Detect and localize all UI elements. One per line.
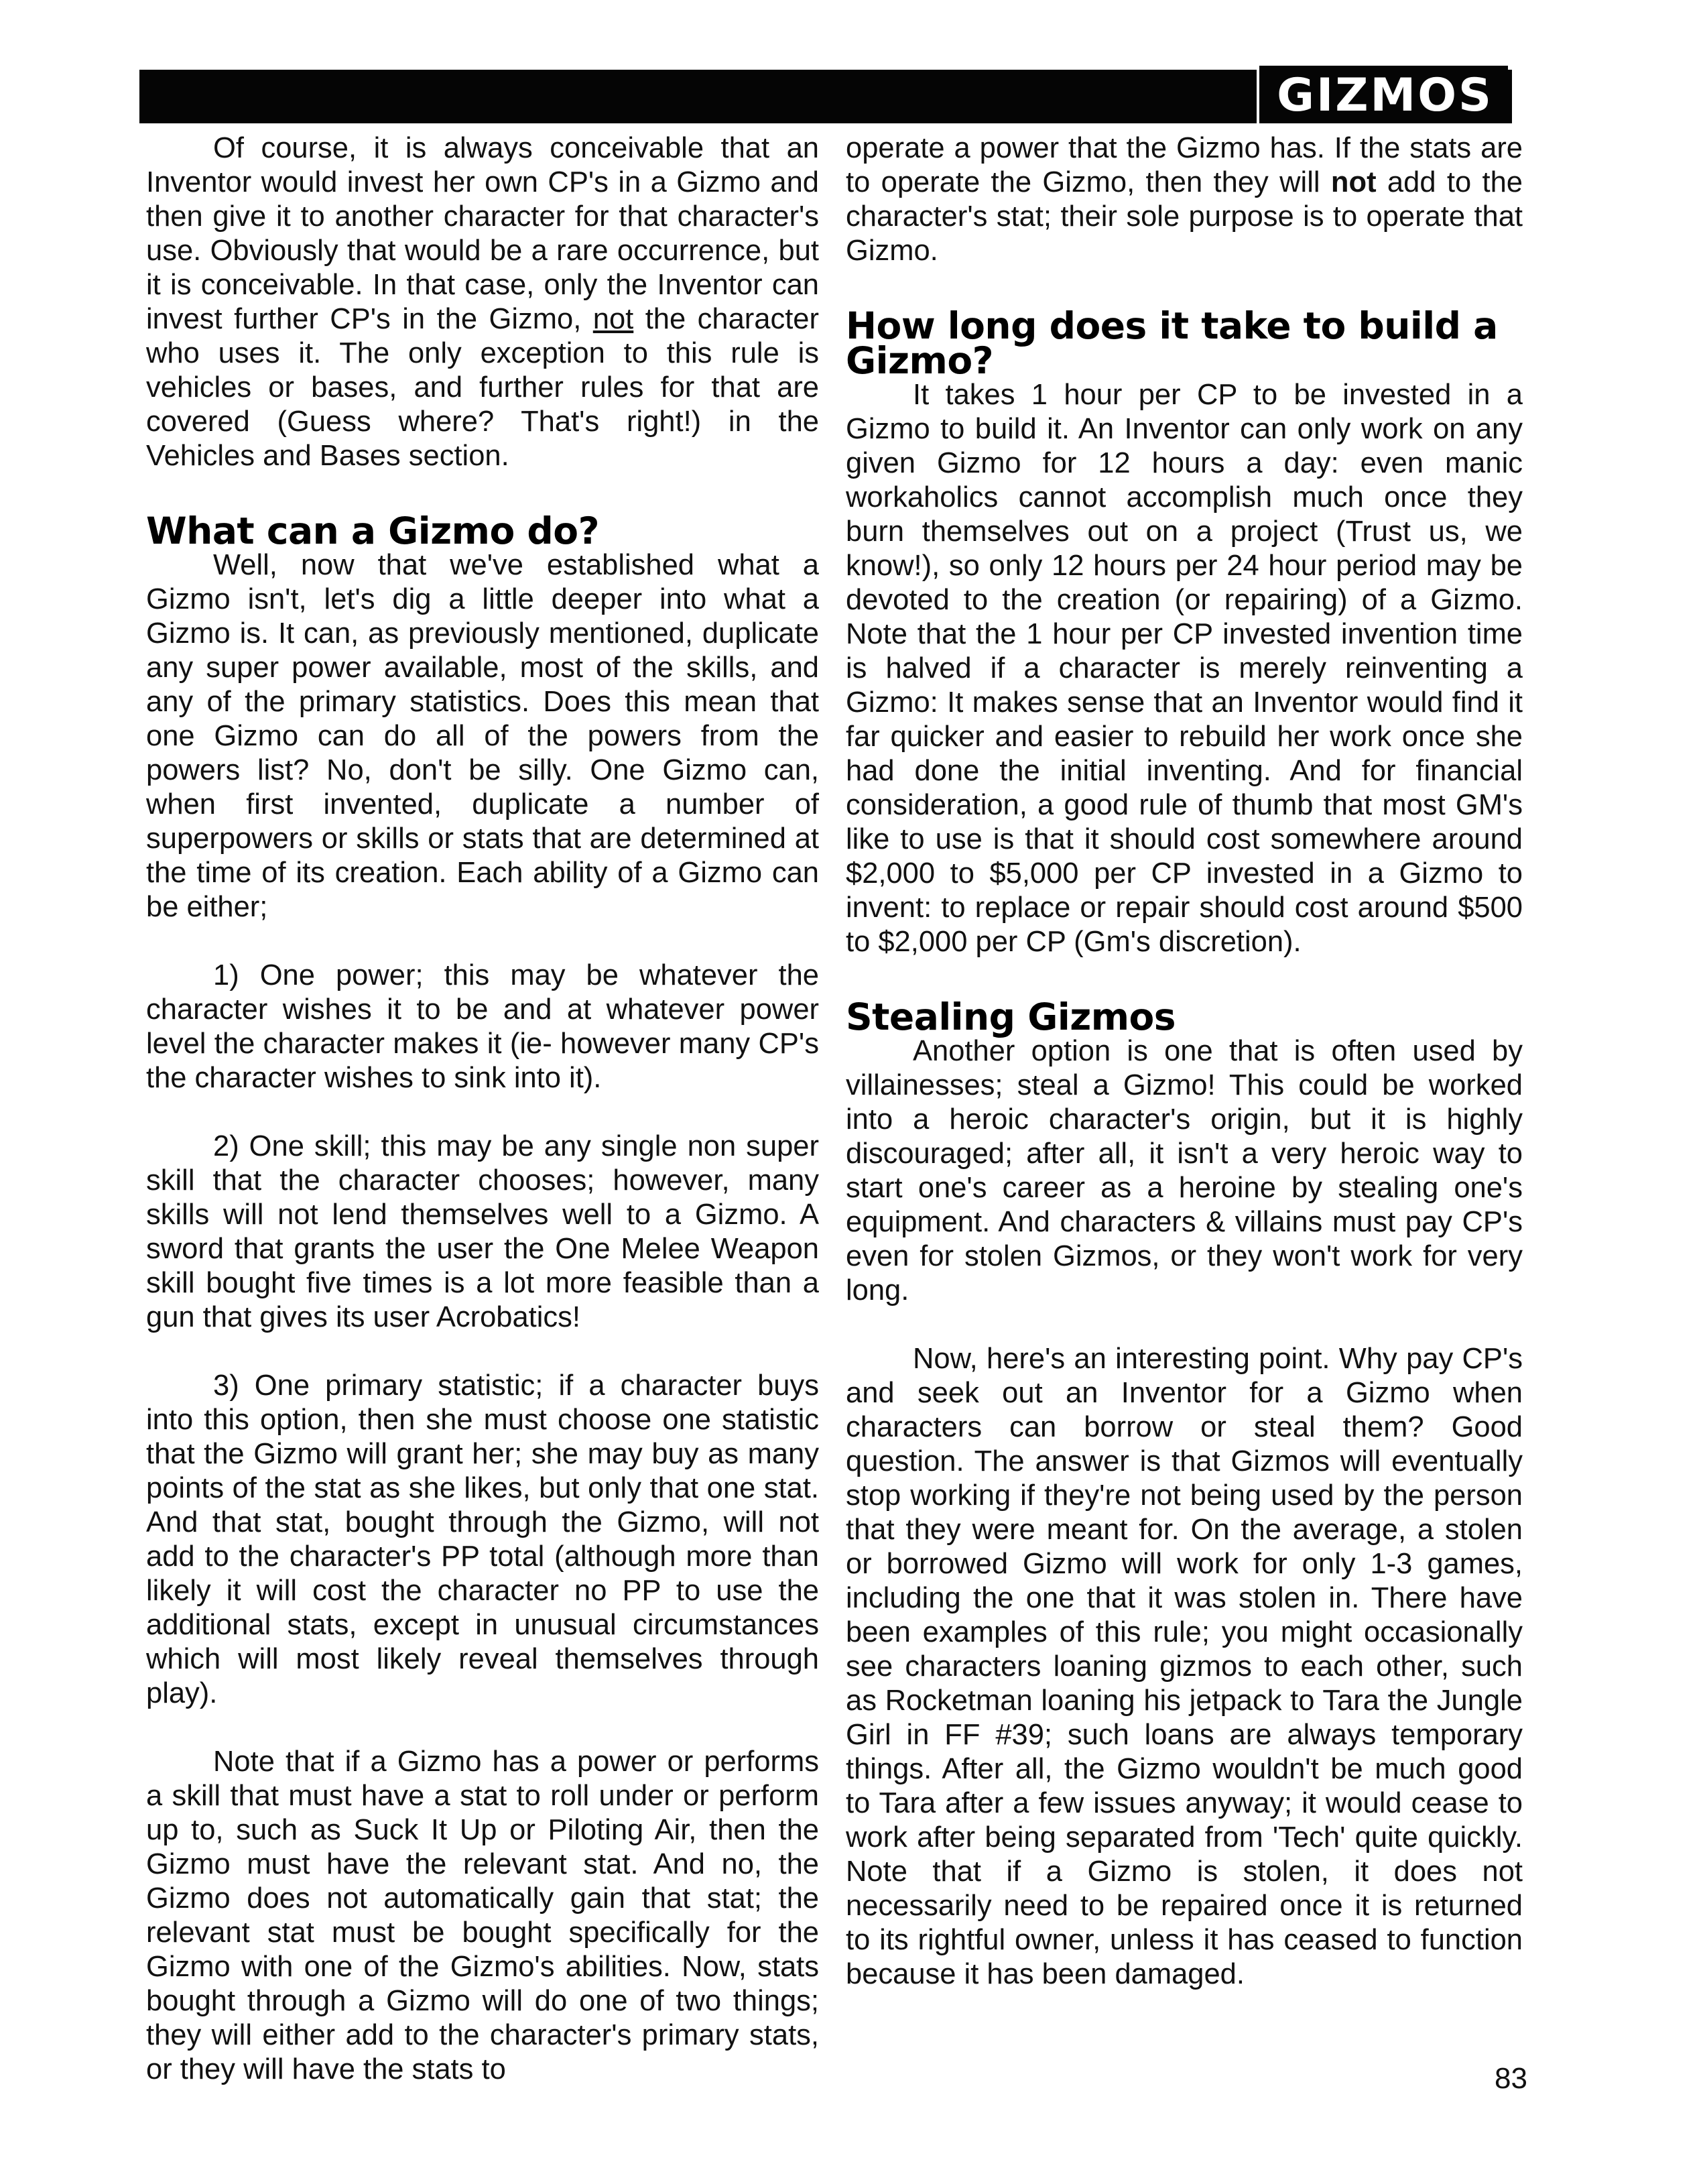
paragraph-text: add to the character's stat; their sole purpose is to operate that Gizmo. — [846, 166, 1523, 267]
paragraph-one-stat: 3) One primary statistic; if a character buys into this option, then she must choose one statistic that the Gizmo will grant her; she may buy as many points of the stat as she likes, but only that one stat. And that stat, bought through the Gizmo, will not add to the character's PP total (although more than likely it will cost the character no PP to use the additional stats, except in unusual circumstances which will most likely reveal themselves through play). — [146, 1370, 819, 1709]
paragraph-operate-power — [846, 131, 1523, 268]
emphasis-not-bold: not — [1330, 166, 1377, 198]
heading-what-can-a-gizmo-do: What can a Gizmo do? — [146, 509, 599, 552]
heading-stealing-gizmos: Stealing Gizmos — [846, 995, 1176, 1038]
paragraph-text: the character who uses it. The only exception to this rule is vehicles or bases, and further rules for that are covered (Guess where? That's right!) in the Vehicles and Bases section. — [146, 303, 819, 472]
paragraph-build-time: It takes 1 hour per CP to be invested in a Gizmo to build it. An Inventor can only work on any given Gizmo for 12 hours a day: even manic workaholics cannot accomplish much once they burn themselves out on a project (Trust us, we know!), so only 12 hours per 24 hour period may be devoted to the creation (or repairing) of a Gizmo. Note that the 1 hour per CP invested invention time is halved if a character is merely reinventing a Gizmo: It makes sense that an Inventor would find it far quicker and easier to rebuild her work once she had done the initial inventing. And for financial consideration, a good rule of thumb that most GM's like to use is that it should cost somewhere around $2,000 to $5,000 per CP invested in a Gizmo to invent: to replace or repair should cost around $500 to $2,000 per CP (Gm's discretion). — [846, 379, 1523, 958]
header-bar — [139, 70, 1512, 123]
paragraph-one-skill: 2) One skill; this may be any single non super skill that the character chooses; however, many skills will not lend themselves well to a Gizmo. A sword that grants the user the One Melee Weapon skill bought five times is a lot more feasible than a gun that gives its user Acrobatics! — [146, 1130, 819, 1333]
heading-how-long-to-build: How long does it take to build a Gizmo? — [846, 304, 1498, 382]
paragraph-text: Of course, it is always conceivable that an Inventor would invest her own CP's in a Gizmo and then give it to another character for that character's use. Obviously that would be a rare occurrence, but it is conceivable. In that case, only the Inventor can invest further CP's in the Gizmo, — [146, 132, 819, 335]
paragraph-gizmo-abilities: Well, now that we've established what a Gizmo isn't, let's dig a little deeper into what a Gizmo is. It can, as previously mentioned, duplicate any super power available, most of the skills, and any of the primary statistics. Does this mean that one Gizmo can do all of the powers from the powers list? No, don't be silly. One Gizmo can, when first invented, duplicate a number of superpowers or skills or stats that are determined at the time of its creation. Each ability of a Gizmo can be either; — [146, 549, 819, 923]
paragraph-text: operate a power that the Gizmo has. If the stats are to operate the Gizmo, then they will — [846, 132, 1523, 198]
emphasis-not: not — [592, 303, 634, 335]
paragraph-inventor-cp — [146, 131, 819, 473]
right-column — [846, 131, 1523, 1992]
section-title: GIZMOS — [1257, 66, 1508, 126]
paragraph-borrow-or-steal: Now, here's an interesting point. Why pay CP's and seek out an Inventor for a Gizmo when characters can borrow or steal them? Good question. The answer is that Gizmos will eventually stop working if they're not being used by the person that they were meant for. On the average, a stolen or borrowed Gizmo will work for only 1-3 games, including the one that it was stolen in. There have been examples of this rule; you might occasionally see characters loaning gizmos to each other, such as Rocketman loaning his jetpack to Tara the Jungle Girl in FF #39; such loans are always temporary things. After all, the Gizmo wouldn't be much good to Tara after a few issues anyway; it would cease to work after being separated from 'Tech' quite quickly. Note that if a Gizmo is stolen, it does not necessarily need to be repaired once it is returned to its rightful owner, unless it has ceased to function because it has been damaged. — [846, 1343, 1523, 1990]
paragraph-one-power: 1) One power; this may be whatever the character wishes it to be and at whatever power level the character makes it (ie- however many CP's the character wishes to sink into it). — [146, 959, 819, 1094]
page-number: 83 — [1495, 2062, 1527, 2095]
paragraph-steal-option: Another option is one that is often used by villainesses; steal a Gizmo! This could be worked into a heroic character's origin, but it is highly discouraged; after all, it isn't a very heroic way to start one's career as a heroine by stealing one's equipment. And characters & villains must pay CP's even for stolen Gizmos, or they won't work for very long. — [846, 1035, 1523, 1307]
paragraph-relevant-stat: Note that if a Gizmo has a power or performs a skill that must have a stat to roll under or perform up to, such as Suck It Up or Piloting Air, then the Gizmo must have the relevant stat. And no, the Gizmo does not automatically gain that stat; the relevant stat must be bought specifically for the Gizmo with one of the Gizmo's abilities. Now, stats bought through a Gizmo will do one of two things; they will either add to the character's primary stats, or they will have the stats to — [146, 1746, 819, 2085]
left-column — [146, 131, 819, 2087]
